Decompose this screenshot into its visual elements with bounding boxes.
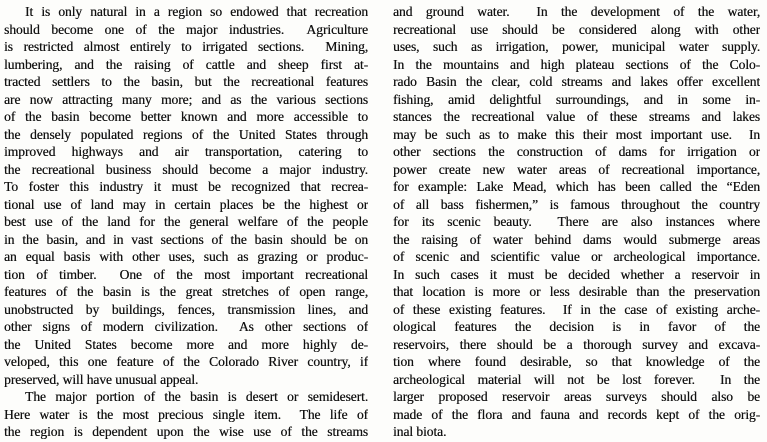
text-line: tional use of land may in certain places be the highest or [4, 196, 368, 212]
text-line: tracted settlers to the basin, but the recreational features [4, 74, 368, 89]
text-line: In the mountains and high plateau sections of the Colo- [393, 56, 760, 72]
text-line: unobstructed by buildings, fences, transmission lines, and [4, 301, 368, 317]
text-line: inal biota. [393, 424, 447, 439]
text-line: power create new water areas of recreational importance, [393, 161, 760, 177]
text-line: an equal basis with other uses, such as grazing or produc- [4, 249, 368, 264]
text-line: fishing, amid delightful surroundings, and in some in- [393, 91, 760, 107]
text-line: veloped, this one feature of the Colorado River country, if [4, 354, 368, 369]
text-line: archeological material will not be lost forever. In the [393, 371, 760, 387]
text-line: the region is dependent upon the wise use of the streams [4, 424, 368, 439]
text-line: for example: Lake Mead, which has been called the “Eden [393, 179, 760, 194]
text-line: In such cases it must be decided whether a reservoir in [393, 266, 760, 282]
text-line: features of the basin is the great stretches of open range, [4, 284, 368, 299]
text-column-right [393, 3, 760, 442]
text-line: uses, such as irrigation, power, municipal water supply. [393, 39, 760, 54]
text-line: lumbering, and the raising of cattle and sheep first at- [4, 56, 368, 72]
text-line: To foster this industry it must be recognized that recrea- [4, 179, 368, 194]
text-line: of the basin become better known and more accessible to [4, 109, 368, 124]
text-line: made of the flora and fauna and records kept of the orig- [393, 406, 760, 422]
text-line: other sections the construction of dams for irrigation or [393, 144, 760, 159]
text-line: should become one of the major industries. Agriculture [4, 21, 368, 37]
text-line: larger proposed reservoir areas surveys should also be [393, 389, 760, 404]
text-line: of all bass fishermen,” is famous throughout the country [393, 196, 760, 212]
text-line: for its scenic beauty. There are also instances where [393, 214, 760, 229]
text-line: stances the recreational value of these streams and lakes [393, 109, 760, 124]
text-line: other signs of modern civilization. As other sections of [4, 319, 368, 334]
text-line: the densely populated regions of the United States through [4, 126, 368, 142]
text-line: are now attracting many more; and as the various sections [4, 91, 368, 107]
text-line: and ground water. In the development of the water, [393, 4, 760, 19]
text-line: best use of the land for the general welfare of the people [4, 214, 368, 229]
text-line: Here water is the most precious single item. The life of [4, 406, 368, 422]
text-line: that location is more or less desirable than the preservation [393, 284, 760, 299]
text-line: tion of timber. One of the most important recreational [4, 266, 368, 282]
text-line: may be such as to make this their most important use. In [393, 126, 760, 142]
text-line: of these existing features. If in the case of existing arche- [393, 301, 760, 317]
text-line: preserved, will have unusual appeal. [4, 371, 199, 387]
text-line: the United States become more and more highly de- [4, 336, 368, 352]
text-line: the recreational business should become a major industry. [4, 161, 368, 177]
text-line: recreational use should be considered along with other [393, 21, 760, 37]
text-column-left [4, 3, 368, 442]
text-line: tion where found desirable, so that knowledge of the [393, 354, 760, 369]
text-line: in the basin, and in vast sections of the basin should be on [4, 231, 368, 247]
text-line: is restricted almost entirely to irrigated sections. Mining, [4, 39, 368, 54]
text-line: improved highways and air transportation, catering to [4, 144, 368, 159]
text-line: It is only natural in a region so endowed that recreation [25, 4, 368, 19]
text-line: the raising of water behind dams would submerge areas [393, 231, 760, 247]
text-line: of scenic and scientific value or archeological importance. [393, 249, 760, 264]
text-line: The major portion of the basin is desert or semidesert. [25, 389, 368, 404]
text-line: reservoirs, there should be a thorough survey and excava- [393, 336, 760, 352]
text-line: rado Basin the clear, cold streams and lakes offer excellent [393, 74, 760, 89]
text-line: ological features the decision is in favor of the [393, 319, 760, 334]
